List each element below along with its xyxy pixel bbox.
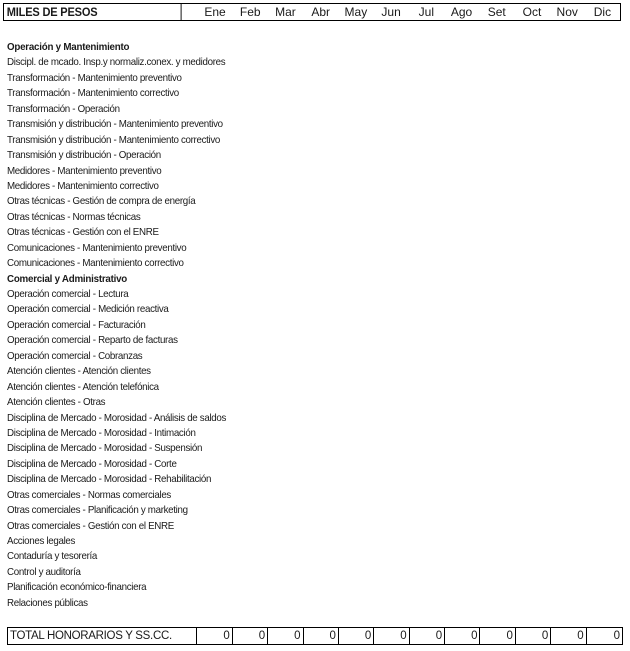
row-label: Atención clientes - Otras <box>7 396 106 409</box>
total-value-ago: 0 <box>445 628 480 644</box>
month-header-ago: Ago <box>450 5 473 19</box>
total-value-feb: 0 <box>233 628 268 644</box>
month-header-jun: Jun <box>381 5 401 19</box>
total-row <box>7 627 623 645</box>
row-label: Otras comerciales - Gestión con el ENRE <box>7 519 174 532</box>
total-value-nov: 0 <box>551 628 586 644</box>
row-label: Transformación - Mantenimiento preventivo <box>7 71 182 84</box>
row-label: Acciones legales <box>7 535 76 547</box>
row-label: Transmisión y distribución - Mantenimiento correctivo <box>7 133 221 146</box>
total-value-abr: 0 <box>304 628 339 644</box>
row-label: Relaciones públicas <box>7 596 88 609</box>
row-label: Comunicaciones - Mantenimiento correctivo <box>7 257 184 270</box>
month-header-ene: Ene <box>204 5 226 19</box>
month-header-oct: Oct <box>522 5 542 19</box>
row-label: Transmisión y distribución - Operación <box>7 149 161 162</box>
row-label: Transformación - Operación <box>7 102 120 115</box>
row-list <box>7 40 307 611</box>
month-header-jul: Jul <box>418 5 434 19</box>
month-header-feb: Feb <box>239 5 261 19</box>
row-label: Operación comercial - Facturación <box>7 318 146 331</box>
section-heading: Operación y Mantenimiento <box>7 41 130 53</box>
row-label: Atención clientes - Atención clientes <box>7 365 151 378</box>
row-label: Medidores - Mantenimiento correctivo <box>7 179 159 192</box>
row-label: Transmisión y distribución - Mantenimiento preventivo <box>7 118 223 131</box>
month-header-abr: Abr <box>311 5 331 19</box>
row-label: Disciplina de Mercado - Morosidad - Suspensión <box>7 442 203 455</box>
total-value-jul: 0 <box>410 628 445 644</box>
month-header-dic: Dic <box>593 5 612 19</box>
row-label: Contaduría y tesorería <box>7 550 98 563</box>
month-header-may: May <box>344 5 368 19</box>
row-label: Transformación - Mantenimiento correctivo <box>7 87 179 100</box>
total-value-may: 0 <box>339 628 374 644</box>
total-value-oct: 0 <box>516 628 551 644</box>
row-label: Operación comercial - Lectura <box>7 288 129 300</box>
total-value-ene: 0 <box>197 628 232 644</box>
total-label: TOTAL HONORARIOS Y SS.CC. <box>8 628 197 644</box>
section-heading: Comercial y Administrativo <box>7 272 128 285</box>
row-label: Otras técnicas - Normas técnicas <box>7 210 141 223</box>
month-header-mar: Mar <box>275 5 296 19</box>
total-value-mar: 0 <box>268 628 303 644</box>
row-label: Operación comercial - Cobranzas <box>7 349 143 362</box>
row-label: Otras comerciales - Normas comerciales <box>7 488 171 501</box>
table-header <box>3 3 621 21</box>
month-header-nov: Nov <box>556 5 578 19</box>
row-label: Planificación económico-financiera <box>7 581 147 594</box>
row-label: Disciplina de Mercado - Morosidad - Rehabilitación <box>7 473 212 486</box>
row-label: Operación comercial - Medición reactiva <box>7 303 169 316</box>
row-label: Disciplina de Mercado - Morosidad - Análisis de saldos <box>7 411 227 424</box>
total-value-dic: 0 <box>613 630 621 642</box>
row-label: Discipl. de mcado. Insp.y normaliz.conex. y medidores <box>7 56 226 69</box>
header-title: MILES DE PESOS <box>4 4 182 20</box>
row-label: Disciplina de Mercado - Morosidad - Corte <box>7 457 177 470</box>
row-label: Atención clientes - Atención telefónica <box>7 380 159 393</box>
row-label: Comunicaciones - Mantenimiento preventivo <box>7 241 187 254</box>
row-label: Control y auditoría <box>7 565 81 578</box>
month-header-set: Set <box>487 5 506 19</box>
row-label: Operación comercial - Reparto de facturas <box>7 334 178 347</box>
row-label: Otras técnicas - Gestión de compra de energía <box>7 195 196 208</box>
row-label: Otras técnicas - Gestión con el ENRE <box>7 226 159 239</box>
row-label: Disciplina de Mercado - Morosidad - Intimación <box>7 426 196 439</box>
row-label: Otras comerciales - Planificación y marketing <box>7 504 188 517</box>
row-label: Medidores - Mantenimiento preventivo <box>7 164 162 177</box>
total-value-jun: 0 <box>374 628 409 644</box>
total-value-set: 0 <box>480 628 515 644</box>
